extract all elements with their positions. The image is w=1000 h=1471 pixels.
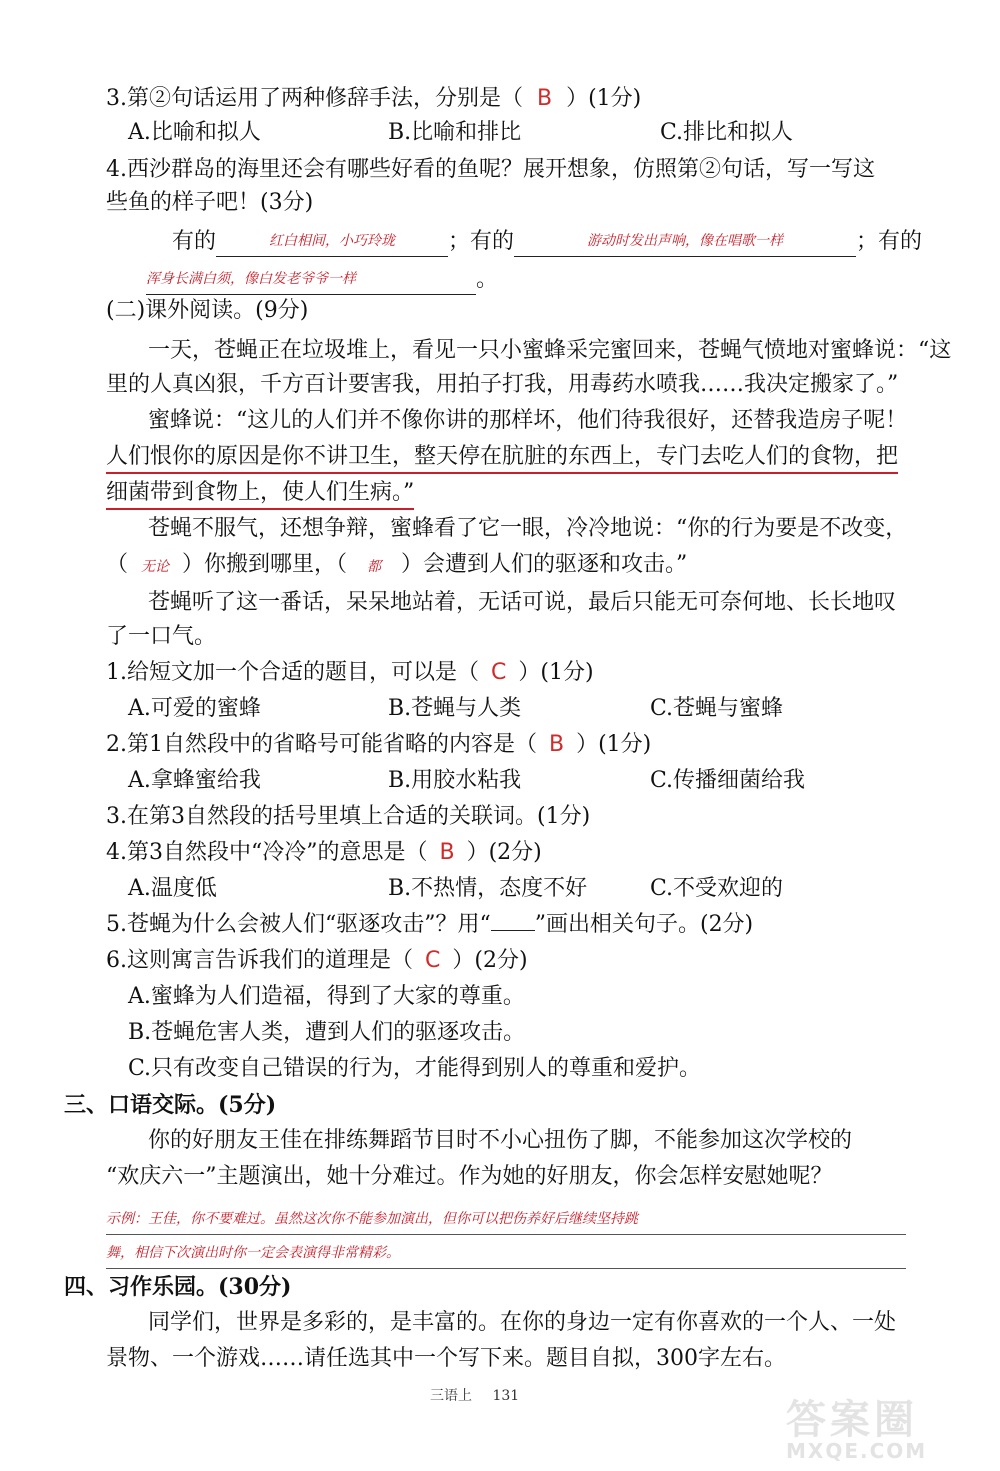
passage-line-with-blanks: （ 无论 ）你搬到哪里，（ 都 ）会遭到人们的驱逐和攻击。” [106, 550, 687, 582]
prompt-line: 景物、一个游戏……请任选其中一个写下来。题目自拟，300字左右。 [106, 1346, 786, 1371]
option-b: B.不热情，态度不好 [388, 876, 588, 901]
handwritten-answer: 舞，相信下次演出时你一定会表演得非常精彩。 [106, 1238, 906, 1269]
option-c: C.传播细菌给我 [650, 768, 806, 793]
answer-blank: 都 [367, 559, 382, 575]
option-c: C.苍蝇与蜜蜂 [650, 696, 784, 721]
answer: B [537, 86, 553, 111]
passage-line: 蜜蜂说：“这儿的人们并不像你讲的那样坏，他们待我很好，还替我造房子呢！ [148, 408, 908, 433]
question-2: 2.第1自然段中的省略号可能省略的内容是（ B ）(1分) [106, 732, 652, 757]
underline-sample [491, 910, 535, 931]
passage-line-underlined: 细菌带到食物上，使人们生病。” [106, 478, 414, 510]
question-6: 6.这则寓言告诉我们的道理是（ C ）(2分) [106, 948, 528, 973]
answer-blank: 无论 [141, 559, 170, 575]
answer-blank: 浑身长满白须，像白发老爷爷一样 [146, 264, 476, 295]
option-a: A.温度低 [128, 876, 217, 901]
prompt-line: 你的好朋友王佳在排练舞蹈节目时不小心扭伤了脚，不能参加这次学校的 [148, 1128, 853, 1153]
watermark-text: 答案圈 [786, 1397, 918, 1443]
passage-line: 苍蝇不服气，还想争辩，蜜蜂看了它一眼，冷冷地说：“你的行为要是不改变， [148, 516, 908, 541]
question-4-answer-line: 有的 红白相间，小巧玲珑 ；有的 游动时发出声响，像在唱歌一样 ；有的 [172, 226, 922, 257]
answer-blank: 游动时发出声响，像在唱歌一样 [514, 226, 856, 257]
option-a: A.比喻和拟人 [128, 120, 261, 145]
passage-line: 了一口气。 [106, 624, 217, 649]
option-c: C.不受欢迎的 [650, 876, 784, 901]
answer: B [549, 732, 565, 757]
question-4-answer-line2: 浑身长满白须，像白发老爷爷一样 。 [146, 264, 498, 295]
question-4-line2: 些鱼的样子吧！(3分) [106, 190, 314, 215]
passage-line: 苍蝇听了这一番话，呆呆地站着，无话可说，最后只能无可奈何地、长长地叹 [148, 590, 897, 615]
option-b: B.苍蝇危害人类，遭到人们的驱逐攻击。 [128, 1020, 526, 1045]
passage-line-underlined: 人们恨你的原因是你不讲卫生，整天停在肮脏的东西上，专门去吃人们的食物，把 [106, 442, 898, 474]
question-5: 5.苍蝇为什么会被人们“驱逐攻击”？用“ ”画出相关句子。(2分) [106, 912, 754, 937]
passage-line: 里的人真凶狠，千方百计要害我，用拍子打我，用毒药水喷我……我决定搬家了。” [106, 372, 899, 397]
question-3: 3.在第3自然段的括号里填上合适的关联词。(1分) [106, 804, 591, 829]
watermark-logo [786, 1397, 986, 1463]
question-4: 4.第3自然段中“冷冷”的意思是（ B ）(2分) [106, 840, 542, 865]
page-footer [430, 1385, 519, 1405]
option-b: B.苍蝇与人类 [388, 696, 522, 721]
option-a: A.蜜蜂为人们造福，得到了大家的尊重。 [128, 984, 525, 1009]
question-4-line1: 4.西沙群岛的海里还会有哪些好看的鱼呢？展开想象，仿照第②句话，写一写这 [106, 157, 875, 182]
watermark-url: MXQE.COM [786, 1439, 928, 1463]
question-3: 3.第②句话运用了两种修辞手法，分别是（ B ）(1分) [106, 86, 642, 111]
option-a: A.拿蜂蜜给我 [128, 768, 261, 793]
option-a: A.可爱的蜜蜂 [128, 696, 261, 721]
section-heading: 三、口语交际。(5分) [64, 1092, 277, 1118]
section-heading: 四、习作乐园。(30分) [64, 1274, 292, 1300]
option-b: B.用胶水粘我 [388, 768, 522, 793]
question-1: 1.给短文加一个合适的题目，可以是（ C ）(1分) [106, 660, 594, 685]
section-heading: (二)课外阅读。(9分) [106, 298, 309, 323]
prompt-line: “欢庆六一”主题演出，她十分难过。作为她的好朋友，你会怎样安慰她呢？ [106, 1164, 833, 1189]
option-c: C.只有改变自己错误的行为，才能得到别人的尊重和爱护。 [128, 1056, 702, 1081]
answer-blank: 红白相间，小巧玲珑 [216, 226, 448, 257]
footer-label: 三语上 [430, 1388, 472, 1404]
option-c: C.排比和拟人 [660, 120, 794, 145]
answer: B [439, 840, 455, 865]
answer: C [491, 660, 507, 685]
page-number: 131 [492, 1388, 520, 1404]
answer: C [425, 948, 441, 973]
handwritten-answer: 示例：王佳，你不要难过。虽然这次你不能参加演出，但你可以把伤养好后继续坚持跳 [106, 1204, 906, 1235]
option-b: B.比喻和排比 [388, 120, 522, 145]
prompt-line: 同学们，世界是多彩的，是丰富的。在你的身边一定有你喜欢的一个人、一处 [148, 1310, 897, 1335]
passage-line: 一天，苍蝇正在垃圾堆上，看见一只小蜜蜂采完蜜回来，苍蝇气愤地对蜜蜂说：“这 [148, 338, 952, 363]
